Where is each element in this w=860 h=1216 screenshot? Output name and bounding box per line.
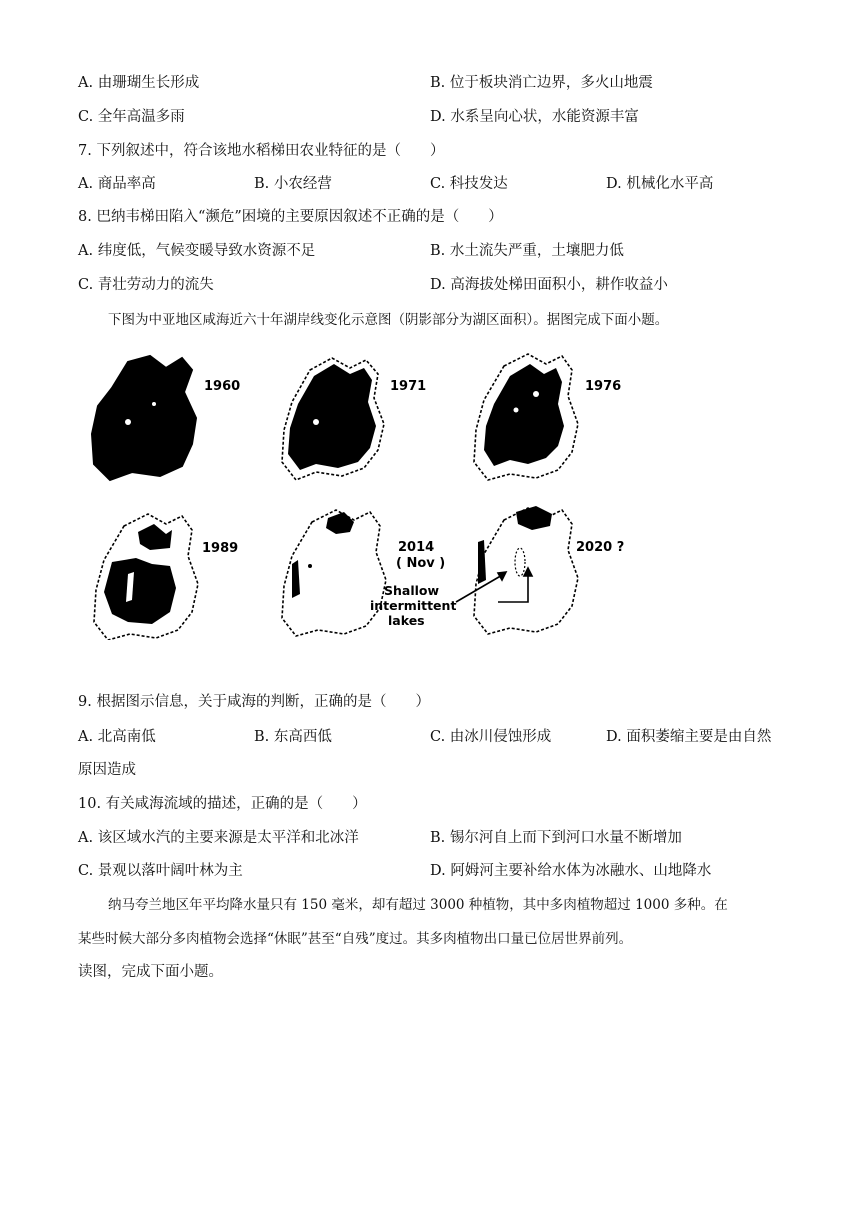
q9-option-c: C. 由冰川侵蚀形成 — [430, 729, 552, 745]
q10-option-b: B. 锡尔河自上而下到河口水量不断增加 — [430, 830, 682, 846]
year-label-2014-month: ( Nov ) — [396, 556, 446, 571]
q8-option-d: D. 高海拔处梯田面积小，耕作收益小 — [430, 277, 668, 293]
q8-option-c: C. 青壮劳动力的流失 — [78, 277, 214, 293]
passage-line-2: 某些时候大部分多肉植物会选择“休眠”甚至“自残”度过。其多肉植物出口量已位居世界前列。 — [78, 931, 633, 947]
q6-option-d: D. 水系呈向心状，水能资源丰富 — [430, 109, 639, 125]
year-label-1976: 1976 — [585, 379, 622, 394]
q9-option-d: D. 面积萎缩主要是由自然 — [606, 729, 772, 745]
passage-line-1: 纳马夸兰地区年平均降水量只有 150 毫米，却有超过 3000 种植物，其中多肉植物超过 1000 多种。在 — [108, 897, 728, 913]
q8-stem: 8. 巴纳韦梯田陷入“濒危”困境的主要原因叙述不正确的是（ ） — [78, 209, 503, 225]
q7-stem: 7. 下列叙述中，符合该地水稻梯田农业特征的是（ ） — [78, 143, 445, 159]
lake-1976-map — [474, 354, 578, 480]
q7-option-a: A. 商品率高 — [78, 176, 156, 192]
year-label-2020: 2020 ? — [576, 540, 625, 555]
year-label-1960: 1960 — [204, 379, 241, 394]
lake-1971-map — [282, 358, 384, 480]
year-label-2014: 2014 — [398, 540, 435, 555]
lake-1989-map — [94, 514, 198, 640]
year-label-1989: 1989 — [202, 541, 239, 556]
figure-intro: 下图为中亚地区咸海近六十年湖岸线变化示意图（阴影部分为湖区面积）。据图完成下面小题。 — [108, 312, 669, 328]
q9-option-d-continued: 原因造成 — [78, 762, 136, 778]
q7-option-d: D. 机械化水平高 — [606, 176, 714, 192]
q10-option-c: C. 景观以落叶阔叶林为主 — [78, 863, 243, 879]
q9-option-b: B. 东高西低 — [254, 729, 332, 745]
q6-option-b: B. 位于板块消亡边界，多火山地震 — [430, 75, 653, 91]
lake-1960-map — [92, 356, 196, 480]
lake-2020-map — [474, 506, 578, 634]
q6-option-a: A. 由珊瑚生长形成 — [78, 75, 200, 91]
lake-2014-map — [282, 510, 386, 636]
q8-option-a: A. 纬度低，气候变暖导致水资源不足 — [78, 243, 316, 259]
annotation-line-3: lakes — [388, 613, 425, 628]
q7-option-b: B. 小农经营 — [254, 176, 332, 192]
q10-option-d: D. 阿姆河主要补给水体为冰融水、山地降水 — [430, 863, 712, 879]
q9-stem: 9. 根据图示信息，关于咸海的判断，正确的是（ ） — [78, 694, 430, 710]
q8-option-b: B. 水土流失严重，土壤肥力低 — [430, 243, 624, 259]
q9-option-a: A. 北高南低 — [78, 729, 156, 745]
aral-sea-shoreline-figure — [88, 340, 648, 640]
annotation-line-1: Shallow — [384, 583, 440, 598]
q7-option-c: C. 科技发达 — [430, 176, 508, 192]
passage-line-3: 读图，完成下面小题。 — [78, 964, 223, 980]
q10-option-a: A. 该区域水汽的主要来源是太平洋和北冰洋 — [78, 830, 359, 846]
year-label-1971: 1971 — [390, 379, 427, 394]
q10-stem: 10. 有关咸海流域的描述，正确的是（ ） — [78, 796, 367, 812]
annotation-line-2: intermittent — [370, 598, 457, 613]
q6-option-c: C. 全年高温多雨 — [78, 109, 185, 125]
